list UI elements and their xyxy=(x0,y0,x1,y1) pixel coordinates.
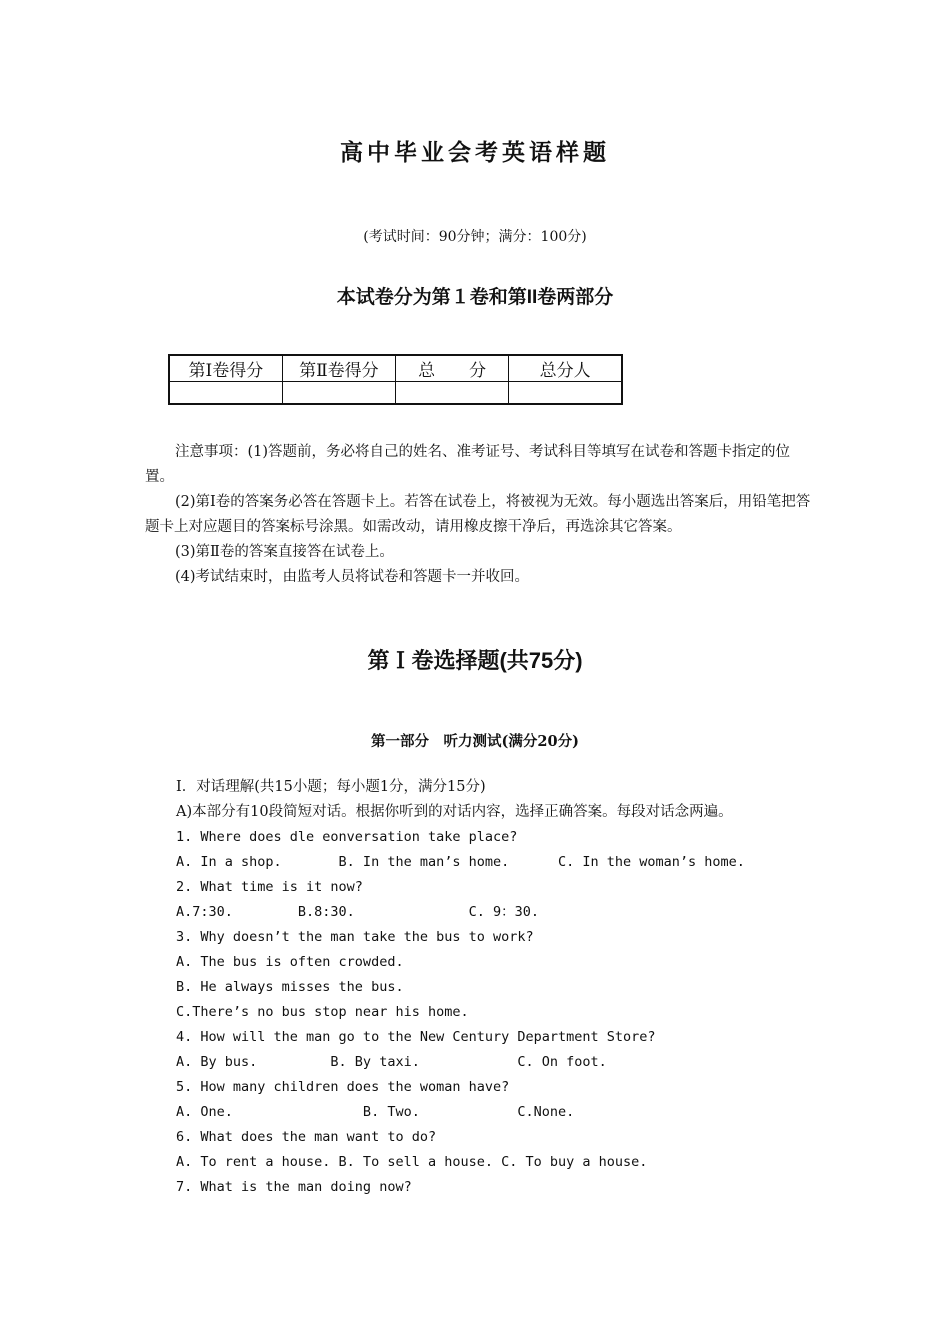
note-paragraph: (4)考试结束时，由监考人员将试卷和答题卡一并收回。 xyxy=(175,569,530,585)
answer-options: A.7:30. B.8:30. C. 9：30. xyxy=(176,904,539,920)
question-line: 7. What is the man doing now? xyxy=(176,1179,412,1195)
question-line: 4. How will the man go to the New Century Department Store? xyxy=(176,1029,656,1045)
answer-option: B. He always misses the bus. xyxy=(176,979,404,995)
question-line: 6. What does the man want to do? xyxy=(176,1129,437,1145)
question-line: 3. Why doesn’t the man take the bus to work? xyxy=(176,929,534,945)
answer-option: A. The bus is often crowded. xyxy=(176,954,404,970)
score-cell-total[interactable] xyxy=(396,382,509,405)
exam-notes xyxy=(145,440,813,590)
score-cell-grader[interactable] xyxy=(509,382,622,405)
section-heading: 第Ｉ卷选择题(共75分) xyxy=(367,648,583,673)
score-header-grader: 总分人 xyxy=(509,355,622,382)
parts-heading: 本试卷分为第１卷和第II卷两部分 xyxy=(336,287,614,308)
score-table xyxy=(168,354,623,405)
question-list xyxy=(176,775,826,1200)
part-heading: 第一部分 听力测试(满分20分) xyxy=(371,733,579,750)
note-paragraph: 注意事项：(1)答题前，务必将自己的姓名、准考证号、考试科目等填写在试卷和答题卡指定的位置。 xyxy=(145,444,791,485)
answer-options: A. By bus. B. By taxi. C. On foot. xyxy=(176,1054,607,1070)
question-instructions: A)本部分有10段简短对话。根据你听到的对话内容，选择正确答案。每段对话念两遍。 xyxy=(176,804,733,820)
question-line: 5. How many children does the woman have? xyxy=(176,1079,510,1095)
exam-time-info: (考试时间：90分钟；满分：100分) xyxy=(363,229,587,245)
answer-options: A. One. B. Two. C.None. xyxy=(176,1104,575,1120)
note-paragraph: (3)第Ⅱ卷的答案直接答在试卷上。 xyxy=(175,544,394,560)
score-header-part1: 第Ⅰ卷得分 xyxy=(169,355,282,382)
page-title: 高中毕业会考英语样题 xyxy=(340,139,610,166)
score-table-header-row xyxy=(169,355,622,382)
answer-option: C.There’s no bus stop near his home. xyxy=(176,1004,469,1020)
answer-options: A. To rent a house. B. To sell a house. C. To buy a house. xyxy=(176,1154,648,1170)
score-cell-part2[interactable] xyxy=(282,382,395,405)
score-table-value-row xyxy=(169,382,622,405)
score-cell-part1[interactable] xyxy=(169,382,282,405)
score-header-total: 总 分 xyxy=(396,355,509,382)
score-header-part2: 第Ⅱ卷得分 xyxy=(282,355,395,382)
question-intro: Ⅰ．对话理解(共15小题；每小题1分，满分15分) xyxy=(176,779,486,795)
question-line: 2. What time is it now? xyxy=(176,879,363,895)
note-paragraph: (2)第Ⅰ卷的答案务必答在答题卡上。若答在试卷上，将被视为无效。每小题选出答案后，用铅笔把答题卡上对应题目的答案标号涂黑。如需改动，请用橡皮擦干净后，再选涂其它答案。 xyxy=(145,494,811,535)
answer-options: A. In a shop. B. In the man’s home. C. In the woman’s home. xyxy=(176,854,745,870)
question-line: 1. Where does dle eonversation take place? xyxy=(176,829,518,845)
